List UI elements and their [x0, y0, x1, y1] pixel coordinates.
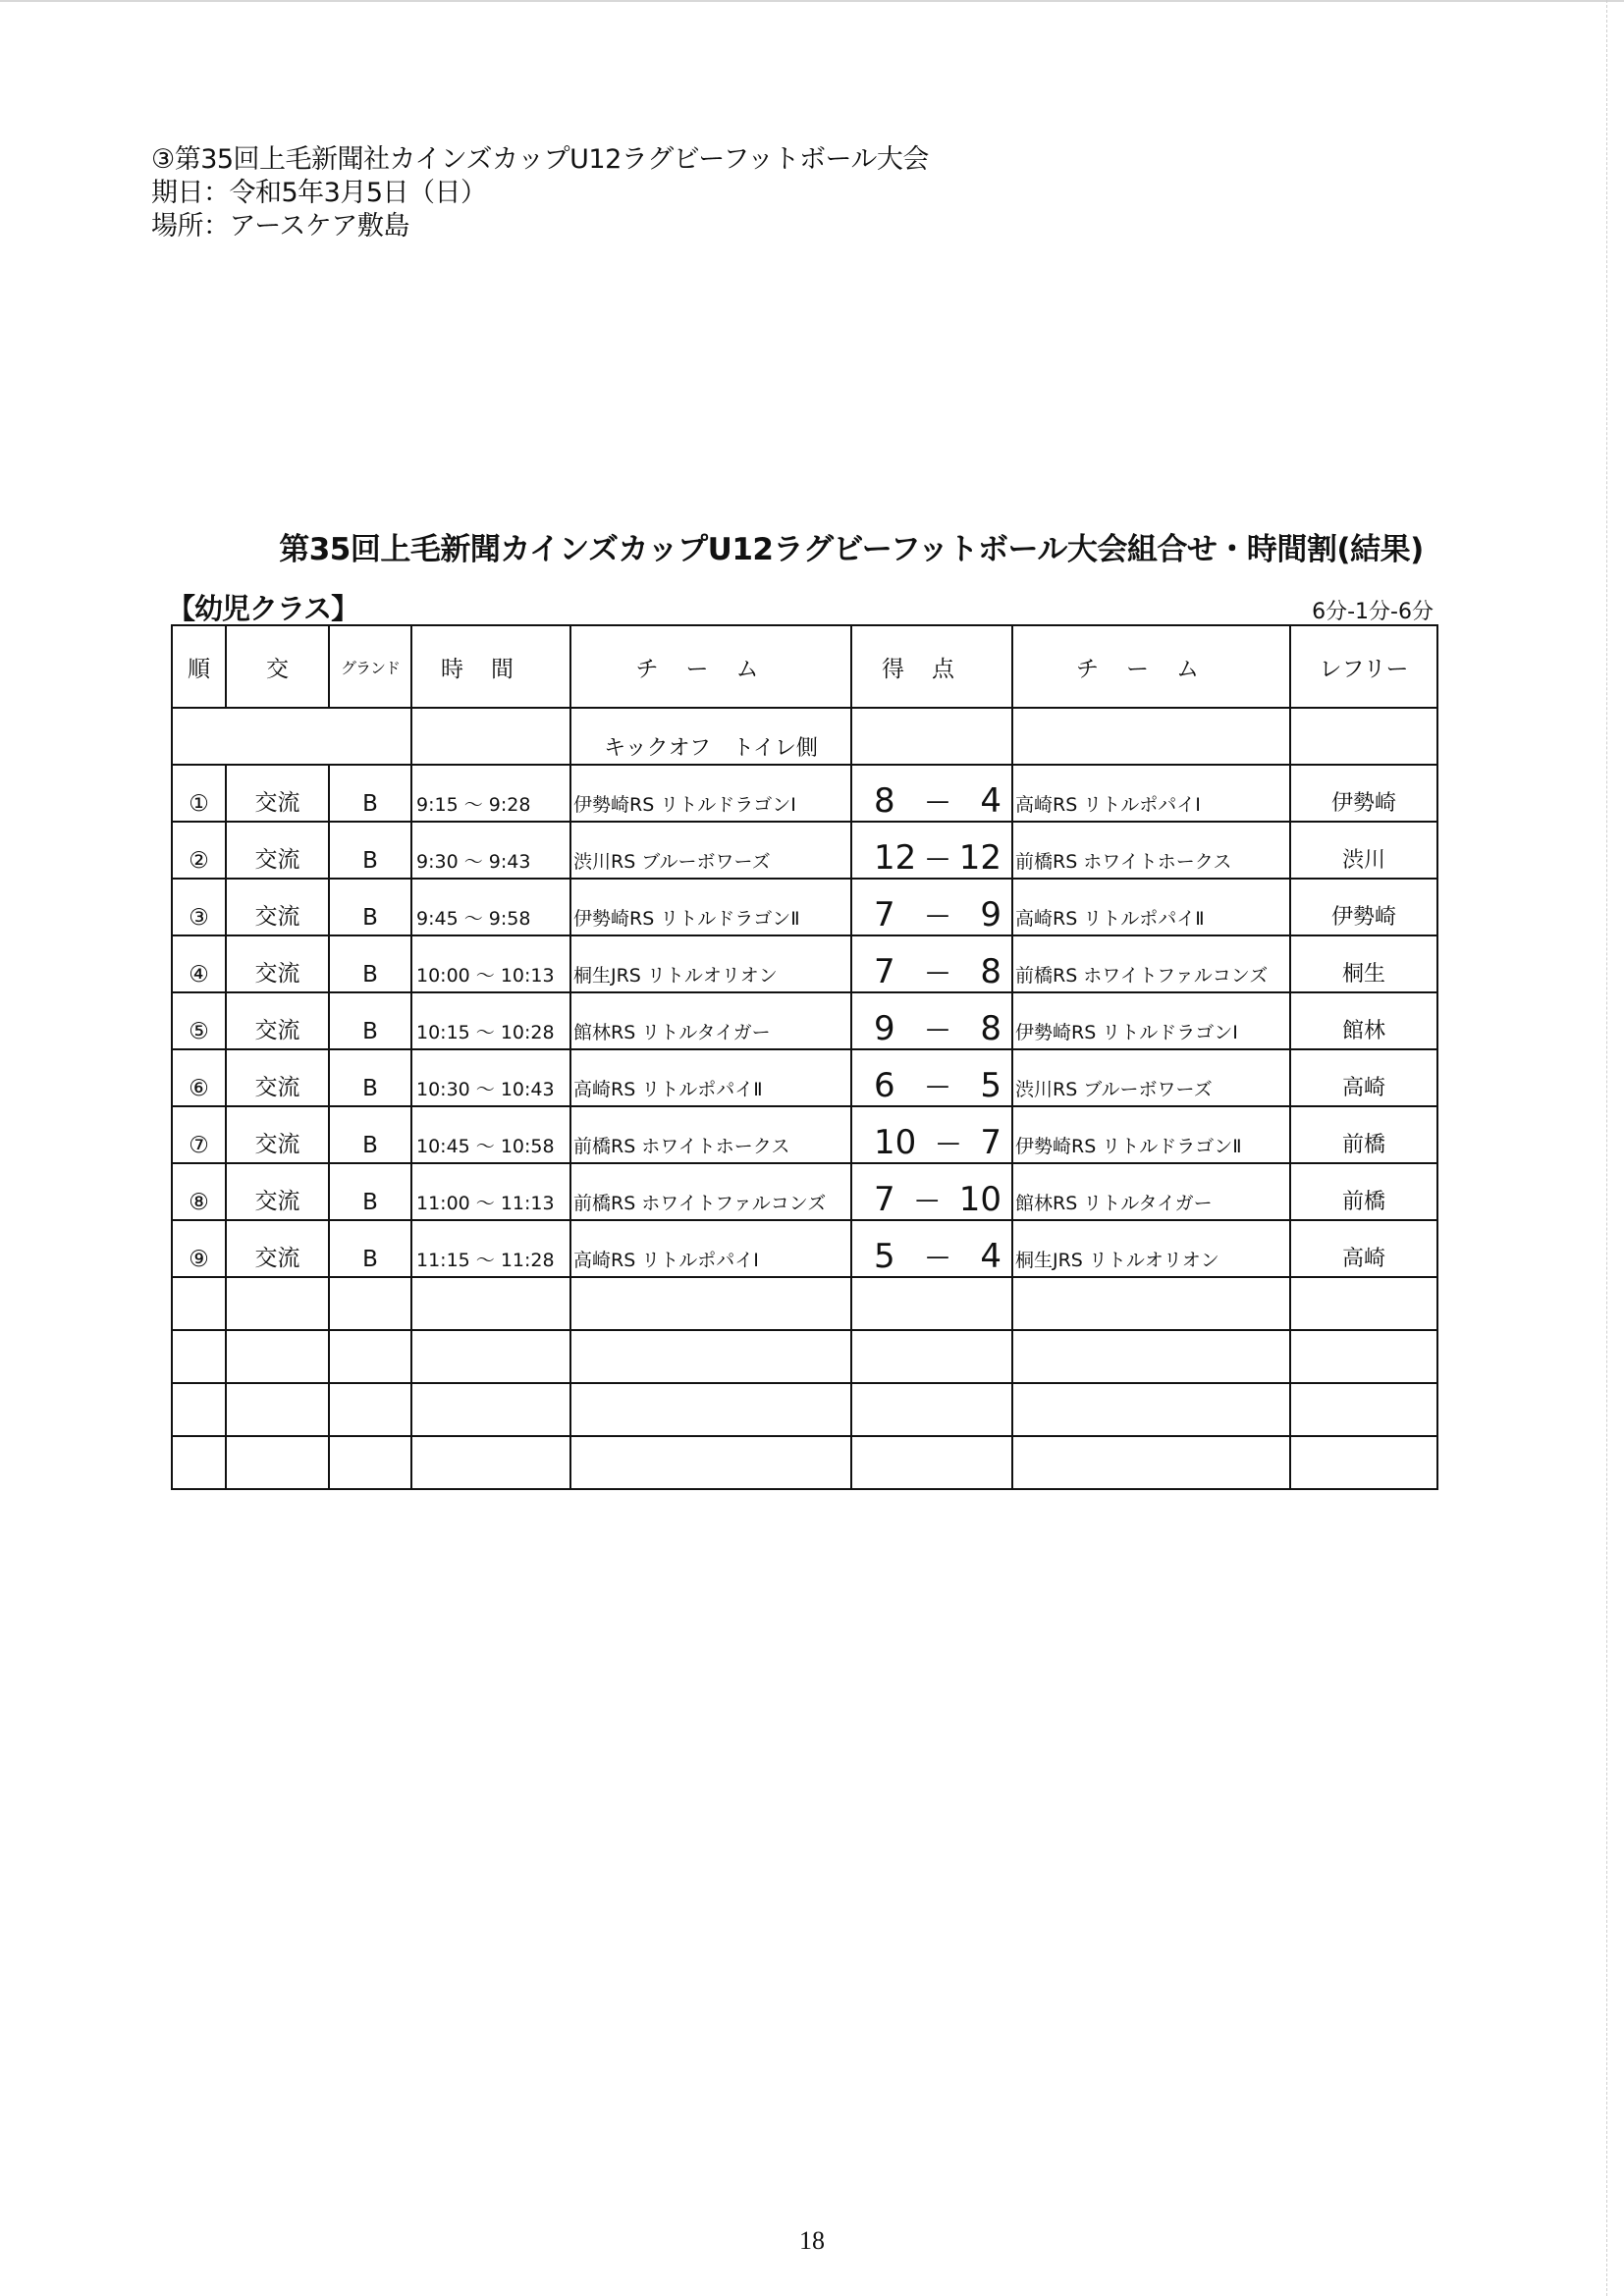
match-type: 交流: [226, 1220, 329, 1277]
empty-cell: [851, 1383, 1012, 1436]
match-time: 10:15 ～ 10:28: [411, 992, 570, 1049]
match-team1: 前橋RS ホワイトホークス: [570, 1106, 851, 1163]
table-row: [172, 822, 1437, 879]
score-separator: —: [926, 958, 949, 986]
header-type: 交: [226, 625, 329, 708]
match-ground: B: [329, 1049, 411, 1106]
table-header-row: [172, 625, 1437, 708]
empty-cell: [411, 1277, 570, 1330]
empty-table-row: [172, 1277, 1437, 1330]
match-ground: B: [329, 1106, 411, 1163]
header-score: 得点: [851, 625, 1012, 708]
empty-cell: [1012, 1277, 1290, 1330]
header-time: 時間: [411, 625, 570, 708]
kickoff-row: [172, 708, 1437, 765]
match-ground: B: [329, 879, 411, 935]
table-row: [172, 1049, 1437, 1106]
match-team2: 伊勢崎RS リトルドラゴンⅡ: [1012, 1106, 1290, 1163]
match-referee: 館林: [1290, 992, 1437, 1049]
match-referee: 渋川: [1290, 822, 1437, 879]
schedule-table: [171, 624, 1438, 1490]
event-venue: 場所：アースケア敷島: [151, 211, 409, 241]
match-time: 11:15 ～ 11:28: [411, 1220, 570, 1277]
match-team2: 伊勢崎RS リトルドラゴンⅠ: [1012, 992, 1290, 1049]
event-date: 期日：令和5年3月5日（日）: [151, 178, 487, 208]
empty-cell: [172, 1330, 226, 1383]
header-referee: レフリー: [1290, 625, 1437, 708]
empty-cell: [329, 1330, 411, 1383]
score-team2: 9: [980, 895, 1001, 934]
empty-cell: [851, 1436, 1012, 1489]
empty-cell: [1012, 1436, 1290, 1489]
score-separator: —: [915, 1186, 940, 1213]
match-type: 交流: [226, 1163, 329, 1220]
kickoff-time-blank: [411, 708, 570, 765]
match-ground: B: [329, 765, 411, 822]
score-team1: 10: [874, 1123, 917, 1162]
match-order: ⑤: [172, 992, 226, 1049]
match-ground: B: [329, 1220, 411, 1277]
score-team2: 5: [980, 1066, 1001, 1105]
kickoff-note: キックオフ トイレ側: [570, 708, 851, 765]
match-time: 10:00 ～ 10:13: [411, 935, 570, 992]
match-order: ②: [172, 822, 226, 879]
empty-cell: [1290, 1277, 1437, 1330]
kickoff-blank: [172, 708, 411, 765]
page-number: 18: [799, 2226, 825, 2255]
empty-cell: [851, 1277, 1012, 1330]
page-top-edge: [0, 0, 1624, 2]
empty-cell: [172, 1277, 226, 1330]
table-row: [172, 1163, 1437, 1220]
empty-table-row: [172, 1330, 1437, 1383]
score-separator: —: [926, 901, 949, 929]
match-team1: 桐生JRS リトルオリオン: [570, 935, 851, 992]
match-team2: 渋川RS ブルーボワーズ: [1012, 1049, 1290, 1106]
document-title: 第35回上毛新聞カインズカップU12ラグビーフットボール大会組合せ・時間割(結果): [279, 532, 1424, 567]
kickoff-ref-blank: [1290, 708, 1437, 765]
header-team1: チーム: [570, 625, 851, 708]
score-team1: 7: [874, 895, 895, 934]
scan-edge-line: [1606, 0, 1608, 2296]
score-separator: —: [926, 787, 949, 815]
match-team1: 伊勢崎RS リトルドラゴンⅡ: [570, 879, 851, 935]
match-order: ⑥: [172, 1049, 226, 1106]
match-team1: 渋川RS ブルーボワーズ: [570, 822, 851, 879]
match-score: [851, 879, 1012, 935]
empty-cell: [411, 1330, 570, 1383]
score-team1: 6: [874, 1066, 895, 1105]
match-type: 交流: [226, 1049, 329, 1106]
score-separator: —: [936, 1129, 960, 1156]
empty-cell: [329, 1436, 411, 1489]
score-team1: 5: [874, 1237, 895, 1276]
match-team1: 館林RS リトルタイガー: [570, 992, 851, 1049]
match-referee: 前橋: [1290, 1163, 1437, 1220]
match-order: ④: [172, 935, 226, 992]
match-referee: 前橋: [1290, 1106, 1437, 1163]
empty-cell: [226, 1383, 329, 1436]
match-time: 10:45 ～ 10:58: [411, 1106, 570, 1163]
match-score: [851, 822, 1012, 879]
empty-cell: [226, 1330, 329, 1383]
score-team1: 8: [874, 781, 895, 821]
empty-cell: [411, 1383, 570, 1436]
match-ground: B: [329, 992, 411, 1049]
match-time: 9:30 ～ 9:43: [411, 822, 570, 879]
score-separator: —: [926, 1015, 949, 1042]
match-type: 交流: [226, 935, 329, 992]
match-team2: 前橋RS ホワイトホークス: [1012, 822, 1290, 879]
match-type: 交流: [226, 765, 329, 822]
match-referee: 高崎: [1290, 1049, 1437, 1106]
match-score: [851, 1106, 1012, 1163]
empty-cell: [1012, 1330, 1290, 1383]
match-referee: 伊勢崎: [1290, 765, 1437, 822]
score-team2: 4: [980, 1237, 1001, 1276]
match-type: 交流: [226, 1106, 329, 1163]
match-ground: B: [329, 822, 411, 879]
score-team2: 8: [980, 952, 1001, 991]
event-name: ③第35回上毛新聞社カインズカップU12ラグビーフットボール大会: [151, 144, 929, 175]
match-team1: 伊勢崎RS リトルドラゴンⅠ: [570, 765, 851, 822]
empty-cell: [172, 1383, 226, 1436]
empty-cell: [1012, 1383, 1290, 1436]
score-team2: 12: [958, 838, 1001, 878]
table-row: [172, 879, 1437, 935]
match-order: ⑧: [172, 1163, 226, 1220]
match-score: [851, 1049, 1012, 1106]
table-row: [172, 1220, 1437, 1277]
empty-cell: [570, 1436, 851, 1489]
empty-cell: [570, 1330, 851, 1383]
match-team2: 桐生JRS リトルオリオン: [1012, 1220, 1290, 1277]
match-team2: 前橋RS ホワイトファルコンズ: [1012, 935, 1290, 992]
match-ground: B: [329, 1163, 411, 1220]
match-time: 10:30 ～ 10:43: [411, 1049, 570, 1106]
match-order: ①: [172, 765, 226, 822]
empty-table-row: [172, 1383, 1437, 1436]
match-type: 交流: [226, 879, 329, 935]
kickoff-score-blank: [851, 708, 1012, 765]
table-row: [172, 765, 1437, 822]
empty-cell: [570, 1277, 851, 1330]
match-team1: 高崎RS リトルポパイⅠ: [570, 1220, 851, 1277]
match-score: [851, 935, 1012, 992]
match-team2: 高崎RS リトルポパイⅡ: [1012, 879, 1290, 935]
match-time-format: 6分-1分-6分: [1312, 600, 1434, 624]
match-order: ⑨: [172, 1220, 226, 1277]
match-time: 9:45 ～ 9:58: [411, 879, 570, 935]
score-team1: 7: [874, 952, 895, 991]
match-team2: 高崎RS リトルポパイⅠ: [1012, 765, 1290, 822]
score-team2: 8: [980, 1009, 1001, 1048]
match-time: 11:00 ～ 11:13: [411, 1163, 570, 1220]
score-team2: 7: [980, 1123, 1001, 1162]
empty-table-row: [172, 1436, 1437, 1489]
empty-cell: [411, 1436, 570, 1489]
match-order: ③: [172, 879, 226, 935]
header-team2: チーム: [1012, 625, 1290, 708]
empty-cell: [172, 1436, 226, 1489]
match-team1: 高崎RS リトルポパイⅡ: [570, 1049, 851, 1106]
score-separator: —: [926, 1243, 949, 1270]
empty-cell: [329, 1383, 411, 1436]
empty-cell: [851, 1330, 1012, 1383]
score-team1: 9: [874, 1009, 895, 1048]
match-team1: 前橋RS ホワイトファルコンズ: [570, 1163, 851, 1220]
table-row: [172, 1106, 1437, 1163]
match-score: [851, 1163, 1012, 1220]
class-label: 【幼児クラス】: [167, 592, 359, 625]
event-info: [151, 143, 929, 243]
empty-cell: [570, 1383, 851, 1436]
match-score: [851, 992, 1012, 1049]
header-order: 順: [172, 625, 226, 708]
table-row: [172, 992, 1437, 1049]
empty-cell: [1290, 1383, 1437, 1436]
score-separator: —: [926, 1072, 949, 1099]
score-team1: 7: [874, 1180, 895, 1219]
table-row: [172, 935, 1437, 992]
match-type: 交流: [226, 992, 329, 1049]
match-referee: 伊勢崎: [1290, 879, 1437, 935]
score-separator: —: [926, 844, 949, 872]
match-ground: B: [329, 935, 411, 992]
match-referee: 桐生: [1290, 935, 1437, 992]
match-order: ⑦: [172, 1106, 226, 1163]
match-type: 交流: [226, 822, 329, 879]
empty-cell: [226, 1436, 329, 1489]
match-referee: 高崎: [1290, 1220, 1437, 1277]
kickoff-team2-blank: [1012, 708, 1290, 765]
empty-cell: [226, 1277, 329, 1330]
score-team1: 12: [874, 838, 917, 878]
empty-cell: [329, 1277, 411, 1330]
empty-cell: [1290, 1330, 1437, 1383]
match-time: 9:15 ～ 9:28: [411, 765, 570, 822]
header-ground: グランド: [329, 625, 411, 708]
match-score: [851, 765, 1012, 822]
score-team2: 10: [958, 1180, 1001, 1219]
score-team2: 4: [980, 781, 1001, 821]
match-score: [851, 1220, 1012, 1277]
empty-cell: [1290, 1436, 1437, 1489]
match-team2: 館林RS リトルタイガー: [1012, 1163, 1290, 1220]
